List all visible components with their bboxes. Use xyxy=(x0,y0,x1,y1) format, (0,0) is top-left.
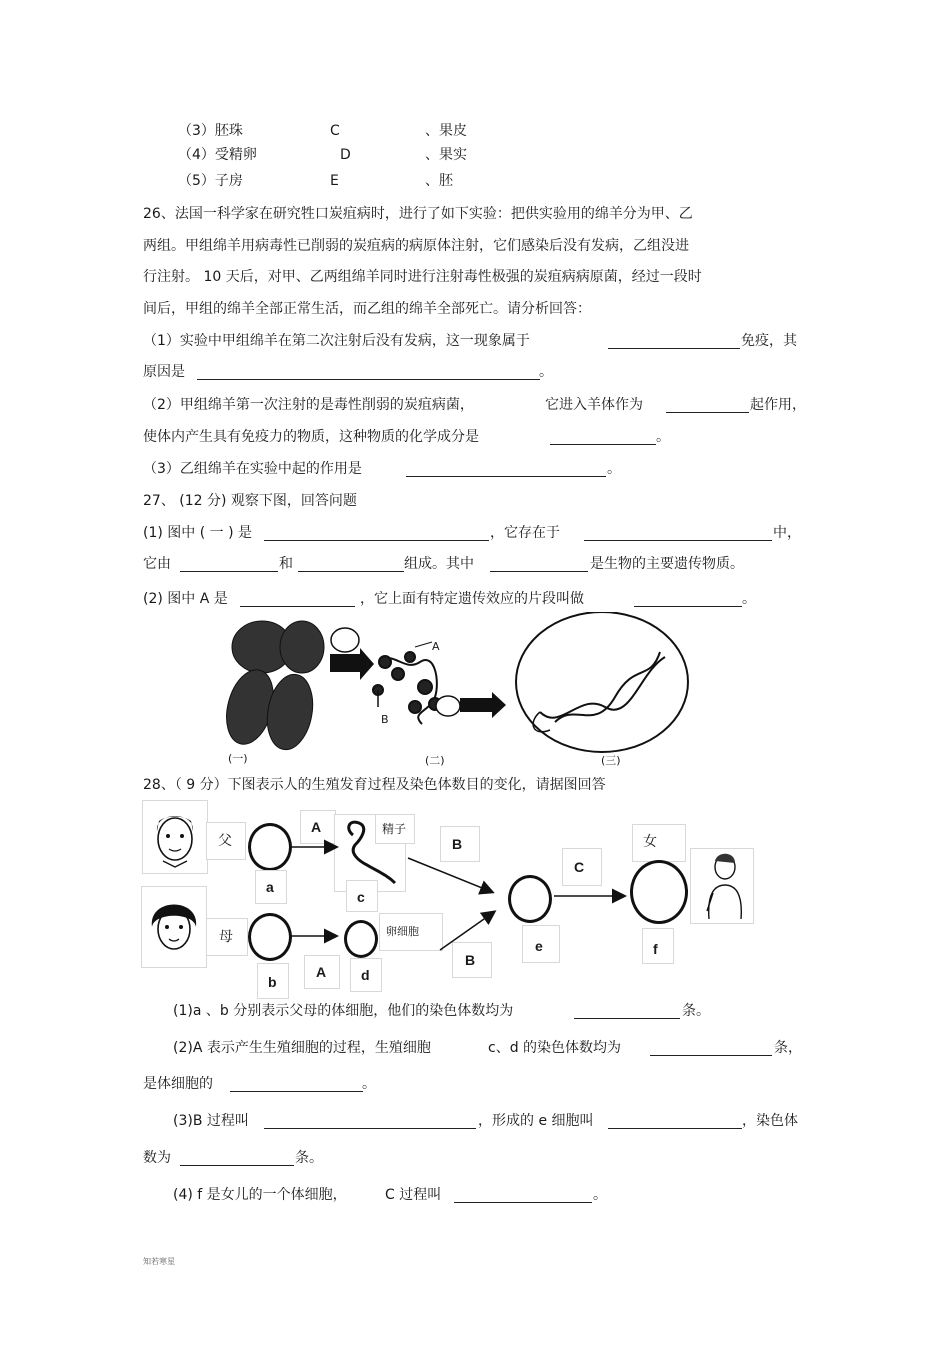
q27-p1-blank2[interactable] xyxy=(584,526,772,541)
q26-s1-reason-blank[interactable] xyxy=(197,365,540,380)
q26-s2-blank1[interactable] xyxy=(666,398,749,413)
q27-p1-tail: 中， xyxy=(773,525,801,541)
q26-s3-text: （3）乙组绵羊在实验中起的作用是 xyxy=(143,461,362,477)
q26-s2-end: 。 xyxy=(656,429,670,445)
chromosome-dna-figure xyxy=(210,612,700,767)
q26-line2: 两组。甲组绵羊用病毒性已削弱的炭疽病的病原体注射，它们感染后没有发病，乙组没进 xyxy=(143,238,689,254)
q28-s4-end: 。 xyxy=(593,1187,607,1203)
fig27-caption-3: (三) xyxy=(601,754,621,767)
q27-p1-blank3[interactable] xyxy=(180,557,278,572)
q26-s2-mid: 它进入羊体作为 xyxy=(545,397,643,413)
q28-s3-blank3[interactable] xyxy=(180,1151,294,1166)
q27-p2-text: (2) 图中 A 是 xyxy=(143,591,228,607)
match-right-3: 、果皮 xyxy=(425,123,467,139)
father-label: 父 xyxy=(218,833,232,849)
q27-p1-blank5[interactable] xyxy=(490,557,588,572)
match-right-4: 、果实 xyxy=(425,147,467,163)
dna-helix-drawing xyxy=(516,612,688,752)
q28-s3-blank1[interactable] xyxy=(264,1114,476,1129)
q27-p1-end: 是生物的主要遗传物质。 xyxy=(590,556,744,572)
q28-s4-text: (4) f 是女儿的一个体细胞， xyxy=(173,1187,347,1203)
arrow-right-icon xyxy=(330,648,374,680)
cell-d-label: d xyxy=(361,967,370,983)
q28-s2-blank1[interactable] xyxy=(650,1041,772,1056)
q26-s2-tail: 起作用， xyxy=(750,397,806,413)
q26-s2-blank2[interactable] xyxy=(550,430,656,445)
arrow-right-icon xyxy=(460,692,506,718)
daughter-label: 女 xyxy=(643,834,657,850)
q28-s2-tail: 条， xyxy=(774,1040,802,1056)
q26-line3: 行注射。 10 天后，对甲、乙两组绵羊同时进行注射毒性极强的炭疽病病原菌，经过一段时 xyxy=(143,269,702,285)
q28-s3-end: 条。 xyxy=(295,1150,323,1166)
q28-s3-mid: ，形成的 e 细胞叫 xyxy=(478,1113,594,1129)
q28-s2-text2: 是体细胞的 xyxy=(143,1076,213,1092)
match-right-5: 、胚 xyxy=(425,173,453,189)
q28-s1-end: 条。 xyxy=(682,1003,710,1019)
q28-s1-text: (1)a 、b 分别表示父母的体细胞，他们的染色体数均为 xyxy=(173,1003,514,1019)
cell-e-label: e xyxy=(535,938,543,954)
q28-s4-blank[interactable] xyxy=(454,1188,592,1203)
q27-p1-and: 和 xyxy=(279,556,293,572)
q27-p1-blank1[interactable] xyxy=(264,526,489,541)
fig27-caption-2: (二) xyxy=(425,754,445,767)
cell-f-label: f xyxy=(653,941,658,957)
process-b-label-bottom: B xyxy=(465,952,476,968)
q26-s3-blank[interactable] xyxy=(406,462,606,477)
process-a-label-bottom: A xyxy=(316,964,327,980)
match-left-5: （5）子房 xyxy=(178,173,243,189)
process-b-label-top: B xyxy=(452,836,463,852)
q27-p2-mid: ，它上面有特定遗传效应的片段叫做 xyxy=(360,591,584,607)
q28-s2-mid: c、d 的染色体数均为 xyxy=(488,1040,622,1056)
q28-s4-mid: C 过程叫 xyxy=(385,1187,442,1203)
arrow-b-bottom xyxy=(440,912,494,950)
cell-b-label: b xyxy=(268,974,277,990)
q26-s2-text: （2）甲组绵羊第一次注射的是毒性削弱的炭疽病菌， xyxy=(143,397,474,413)
sperm-label: 精子 xyxy=(382,822,407,836)
cell-a-label: a xyxy=(266,879,274,895)
q27-p2-end: 。 xyxy=(742,591,756,607)
q28-s2-end: 。 xyxy=(362,1076,376,1092)
q28-s3-tail: ，染色体 xyxy=(742,1113,798,1129)
page-footer: 知若寒星 xyxy=(143,1257,175,1266)
fig27-label-a: A xyxy=(432,640,440,653)
q26-s1-reason: 原因是 xyxy=(143,364,185,380)
q27-p1-text: (1) 图中 ( 一 ) 是 xyxy=(143,525,253,541)
process-c-label: C xyxy=(574,859,585,875)
q28-s3-text2: 数为 xyxy=(143,1150,171,1166)
q27-p1-mid: ，它存在于 xyxy=(490,525,560,541)
q27-p1-compose: 组成。其中 xyxy=(404,556,474,572)
q28-s2-blank2[interactable] xyxy=(230,1077,363,1092)
q27-p2-blank2[interactable] xyxy=(634,592,742,607)
match-mid-5: E xyxy=(330,173,339,189)
q26-s1-tail: 免疫，其 xyxy=(741,333,797,349)
process-a-label-top: A xyxy=(311,819,322,835)
q28-s2-text: (2)A 表示产生生殖细胞的过程，生殖细胞 xyxy=(173,1040,431,1056)
match-mid-4: D xyxy=(340,147,351,163)
q26-line1: 26、法国一科学家在研究牲口炭疽病时，进行了如下实验：把供实验用的绵羊分为甲、乙 xyxy=(143,206,693,222)
q26-s1-text: （1）实验中甲组绵羊在第二次注射后没有发病，这一现象属于 xyxy=(143,333,530,349)
cell-c-label: c xyxy=(357,889,365,905)
q28-title: 28、（ 9 分）下图表示人的生殖发育过程及染色体数目的变化，请据图回答 xyxy=(143,777,606,793)
q27-title: 27、 (12 分) 观察下图，回答问题 xyxy=(143,493,357,509)
match-left-4: （4）受精卵 xyxy=(178,147,257,163)
fig27-label-b: B xyxy=(381,713,389,726)
q26-s1-blank[interactable] xyxy=(608,334,740,349)
egg-label: 卵细胞 xyxy=(386,925,419,938)
q26-line4: 间后，甲组的绵羊全部正常生活，而乙组的绵羊全部死亡。请分析回答： xyxy=(143,301,591,317)
q26-s1-end: 。 xyxy=(539,364,553,380)
q28-s3-text: (3)B 过程叫 xyxy=(173,1113,249,1129)
chromosome-drawing xyxy=(219,621,359,753)
mother-label: 母 xyxy=(219,929,233,945)
match-mid-3: C xyxy=(330,123,340,139)
reproduction-arrows xyxy=(140,800,760,1000)
q27-p1-blank4[interactable] xyxy=(298,557,404,572)
q26-s3-end: 。 xyxy=(607,461,621,477)
q27-p1-line2: 它由 xyxy=(143,556,171,572)
q27-p2-blank1[interactable] xyxy=(240,592,355,607)
fig27-caption-1: (一) xyxy=(228,752,248,765)
q28-s1-blank[interactable] xyxy=(574,1004,680,1019)
q26-s2-text2: 使体内产生具有免疫力的物质，这种物质的化学成分是 xyxy=(143,429,479,445)
q28-s3-blank2[interactable] xyxy=(608,1114,742,1129)
arrow-b-top xyxy=(408,858,492,892)
match-left-3: （3）胚珠 xyxy=(178,123,243,139)
